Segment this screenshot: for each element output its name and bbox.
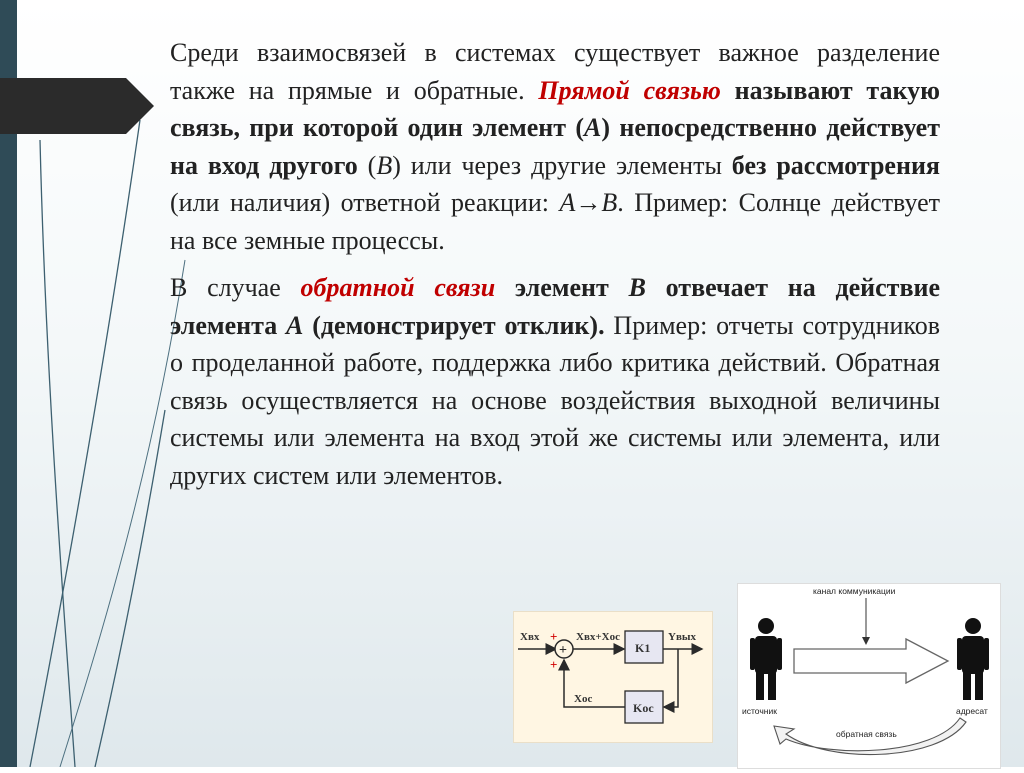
label-x-fb: Xос [574, 693, 593, 705]
formula: A→B [559, 188, 618, 217]
label-channel: канал коммуникации [813, 586, 896, 596]
arrow-tab-decoration [0, 78, 154, 134]
label-source: источник [742, 706, 777, 716]
main-text [170, 34, 940, 504]
svg-text:K1: K1 [635, 641, 651, 655]
paragraph-direct-link: Среди взаимосвязей в системах существует важное разделение также на прямые и обратные. Прямой связью называют такую связь, при которой один элемент (A) непосредственно действует на вход другого (B) или через другие элементы без рассмотрения (или наличия) ответной реакции: A→B. Пример: Солнце действует на все земные процессы. [170, 38, 941, 255]
label-receiver: адресат [956, 706, 988, 716]
output-to-feedback-line [664, 649, 678, 707]
paragraph-feedback: В случае обратной связи элемент B отвечает на действие элемента A (демонстрирует отклик). Пример: отчеты сотрудников о проделанной работе, поддержка либо критика действий. Обратная связь осуществляется на основе воздействия выходной величины системы или элемента на вход этой же системы или элемента, или других систем или элементов. [170, 273, 941, 490]
term-direct-link: Прямой связью [538, 75, 721, 105]
label-y-out: Yвых [668, 631, 696, 643]
label-feedback: обратная связь [836, 729, 897, 739]
term-feedback: обратной связи [300, 273, 496, 302]
sum-symbol: + [559, 643, 567, 658]
label-x-sum: Xвх+Xос [576, 631, 620, 643]
channel-arrow-shape [794, 639, 948, 683]
svg-text:Kос: Kос [633, 701, 654, 715]
communication-diagram [737, 583, 1001, 769]
receiver-person-icon [957, 618, 989, 700]
source-person-icon [750, 618, 782, 700]
feedback-block-diagram [513, 611, 713, 743]
label-x-in: Xвх [520, 631, 540, 643]
plus-bottom-sign: + [550, 657, 558, 672]
plus-top-sign: + [550, 629, 558, 644]
